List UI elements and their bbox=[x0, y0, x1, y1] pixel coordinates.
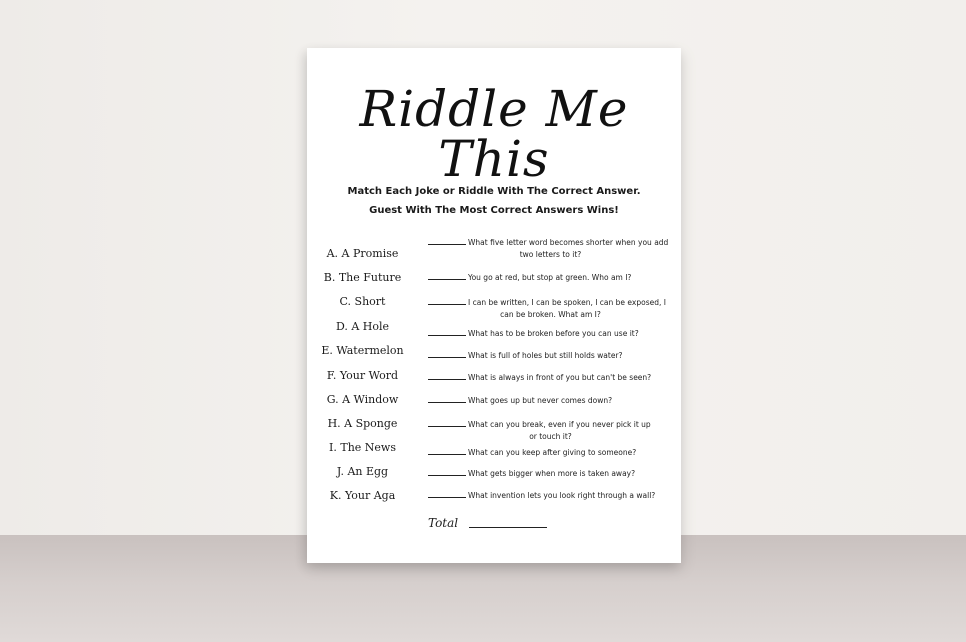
answer-blank[interactable] bbox=[428, 349, 466, 358]
answer-option: D. A Hole bbox=[335, 320, 390, 333]
answer-blank[interactable] bbox=[428, 327, 466, 336]
riddle-item: What invention lets you look right through a wall? bbox=[428, 489, 673, 502]
answer-blank[interactable] bbox=[428, 296, 466, 305]
answer-option: J. An Egg bbox=[336, 465, 389, 478]
answer-option: B. The Future bbox=[323, 271, 402, 284]
instructions bbox=[307, 182, 681, 220]
answer-blank[interactable] bbox=[428, 236, 466, 245]
sheet-title: Riddle Me This bbox=[359, 80, 629, 188]
answer-blank[interactable] bbox=[428, 271, 466, 280]
riddle-item: What has to be broken before you can use it? bbox=[428, 327, 673, 340]
total-label: Total bbox=[428, 516, 459, 530]
answer-option: C. Short bbox=[339, 295, 386, 308]
riddle-item: What can you keep after giving to someone? bbox=[428, 446, 673, 459]
answer-option: K. Your Aga bbox=[329, 489, 396, 502]
total-blank[interactable] bbox=[469, 527, 547, 528]
riddle-item: What is always in front of you but can't be seen? bbox=[428, 371, 673, 384]
answer-blank[interactable] bbox=[428, 467, 466, 476]
instruction-line-1: Match Each Joke or Riddle With The Correct Answer. bbox=[347, 186, 641, 197]
answer-option: E. Watermelon bbox=[321, 344, 404, 357]
riddle-item: What is full of holes but still holds water? bbox=[428, 349, 673, 362]
answer-blank[interactable] bbox=[428, 371, 466, 380]
answer-option: I. The News bbox=[329, 441, 396, 454]
riddle-item: What five letter word becomes shorter when you add two letters to it? bbox=[428, 236, 673, 261]
riddle-item: What can you break, even if you never pick it up or touch it? bbox=[428, 418, 673, 443]
answer-blank[interactable] bbox=[428, 418, 466, 427]
answer-option: A. A Promise bbox=[326, 247, 399, 260]
answer-blank[interactable] bbox=[428, 394, 466, 403]
riddle-item: What gets bigger when more is taken away? bbox=[428, 467, 673, 480]
answer-blank[interactable] bbox=[428, 489, 466, 498]
answer-option: G. A Window bbox=[326, 393, 399, 406]
riddle-item: You go at red, but stop at green. Who am I? bbox=[428, 271, 673, 284]
answer-blank[interactable] bbox=[428, 446, 466, 455]
riddle-item: What goes up but never comes down? bbox=[428, 394, 673, 407]
answer-option: F. Your Word bbox=[326, 369, 399, 382]
answer-option: H. A Sponge bbox=[327, 417, 398, 430]
instruction-line-2: Guest With The Most Correct Answers Wins! bbox=[369, 205, 619, 216]
riddle-item: I can be written, I can be spoken, I can be exposed, I can be broken. What am I? bbox=[428, 296, 673, 321]
